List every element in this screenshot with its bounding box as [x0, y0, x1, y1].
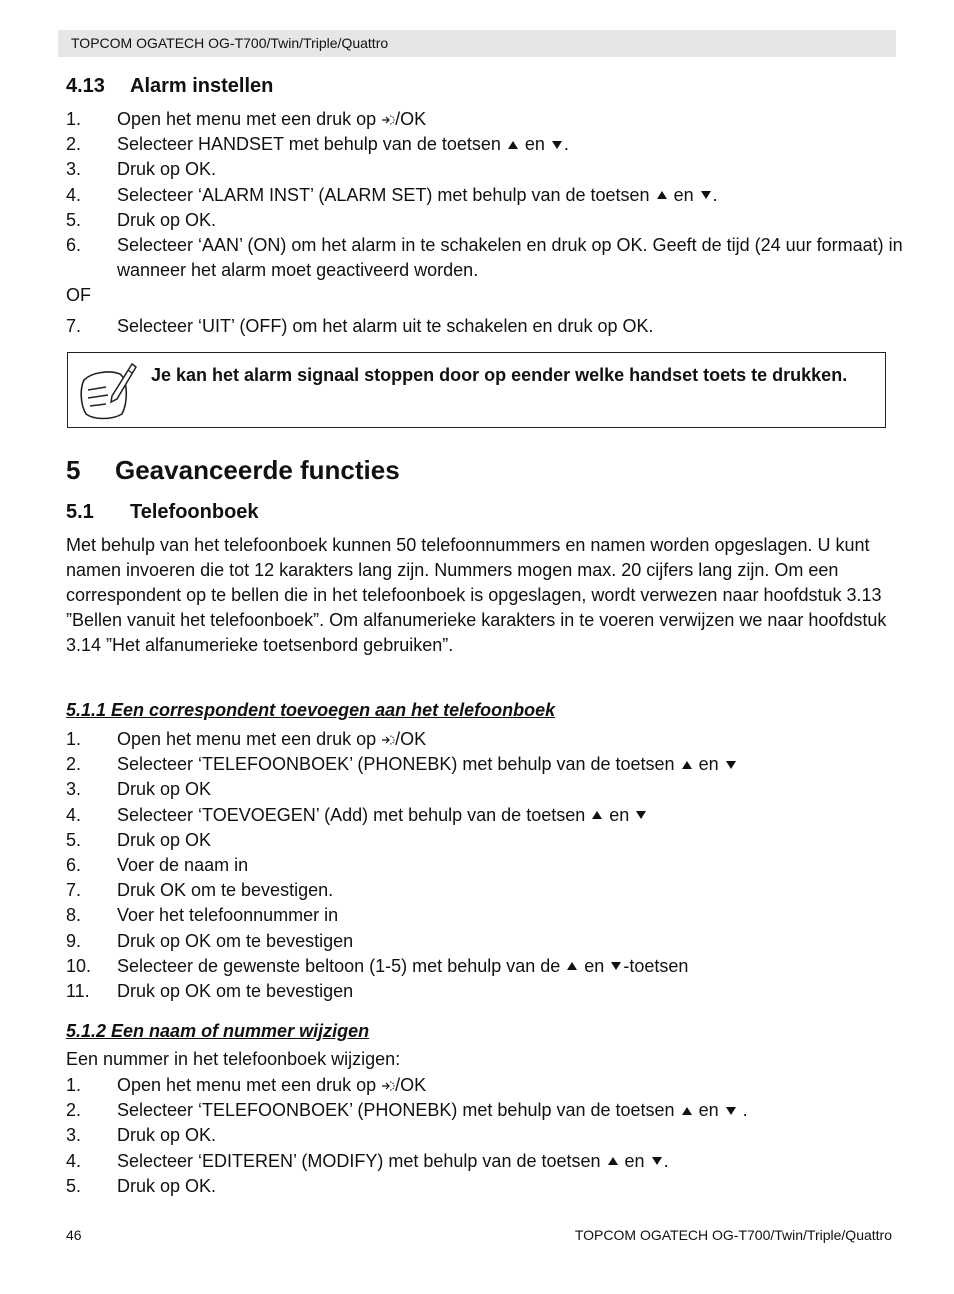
up-arrow-icon	[655, 183, 669, 208]
up-arrow-icon	[680, 1099, 694, 1124]
section-title: Telefoonboek	[130, 501, 259, 523]
item-text: Druk op OK	[117, 829, 212, 850]
item-text: Selecteer de gewenste beltoon (1-5) met behulp van de en -toetsen	[117, 954, 688, 980]
item-number: 4.	[66, 184, 82, 205]
item-number: 5.	[66, 1175, 82, 1196]
item-text: Druk op OK om te bevestigen	[117, 980, 354, 1001]
section-4-13-heading	[66, 75, 273, 98]
item-text: Druk op OK	[117, 779, 212, 800]
item-text: Open het menu met een druk op /OK	[117, 1073, 426, 1099]
item-text: Open het menu met een druk op /OK	[117, 107, 426, 133]
item-number: 8.	[66, 905, 82, 926]
subsection-5-1-1-heading: 5.1.1 Een correspondent toevoegen aan het telefoonboek	[66, 700, 556, 720]
item-text: Druk op OK.	[117, 1175, 217, 1196]
up-arrow-icon	[680, 753, 694, 778]
item-text: OF	[66, 285, 91, 306]
section-title: Alarm instellen	[130, 75, 274, 97]
menu-ok-icon	[381, 728, 395, 753]
down-arrow-icon	[724, 753, 738, 778]
item-text: Voer de naam in	[117, 854, 249, 875]
item-number: 3.	[66, 159, 82, 180]
item-number: 1.	[66, 729, 82, 749]
item-text: Selecteer ‘AAN’ (ON) om het alarm in te schakelen en druk op OK. Geeft de tijd (24 uur formaat) in wanneer het alarm moet geactiveerd worden.	[117, 234, 903, 281]
item-number: 7.	[66, 315, 82, 336]
footer-title: TOPCOM OGATECH OG-T700/Twin/Triple/Quattro	[574, 1227, 892, 1243]
up-arrow-icon	[565, 954, 579, 979]
item-number: 1.	[66, 1075, 82, 1095]
down-arrow-icon	[724, 1099, 738, 1124]
item-text: Voer het telefoonnummer in	[117, 905, 339, 926]
section-number: 4.13	[66, 75, 105, 97]
item-number: 3.	[66, 1125, 82, 1146]
item-number: 11.	[66, 980, 90, 1001]
item-number: 5.	[66, 209, 82, 230]
item-number: 6.	[66, 234, 82, 255]
chapter-5-heading	[66, 455, 400, 486]
item-text: Druk op OK.	[117, 209, 217, 230]
item-number: 4.	[66, 1150, 82, 1171]
item-text: Druk op OK.	[117, 1125, 217, 1146]
item-number: 1.	[66, 109, 82, 129]
section-number: 5.1	[66, 501, 94, 523]
note-pencil-icon	[76, 358, 138, 427]
chapter-title: Geavanceerde functies	[115, 455, 400, 485]
item-text: Open het menu met een druk op /OK	[117, 727, 426, 753]
up-arrow-icon	[506, 133, 520, 158]
down-arrow-icon	[650, 1149, 664, 1174]
item-number: 6.	[66, 854, 82, 875]
note-box	[67, 352, 886, 428]
item-number: 7.	[66, 880, 82, 901]
item-text: Selecteer ‘EDITEREN’ (MODIFY) met behulp van de toetsen en .	[117, 1149, 669, 1175]
item-number: 9.	[66, 930, 82, 951]
subsection-5-1-2-heading: 5.1.2 Een naam of nummer wijzigen	[66, 1021, 370, 1041]
page-number: 46	[66, 1227, 82, 1243]
item-text: Selecteer HANDSET met behulp van de toetsen en .	[117, 132, 569, 158]
item-number: 3.	[66, 779, 82, 800]
item-text: Selecteer ‘ALARM INST’ (ALARM SET) met behulp van de toetsen en .	[117, 183, 718, 209]
item-text: Selecteer ‘TELEFOONBOEK’ (PHONEBK) met behulp van de toetsen en	[117, 752, 738, 778]
item-text: Selecteer ‘UIT’ (OFF) om het alarm uit te schakelen en druk op OK.	[117, 315, 654, 336]
item-number: 2.	[66, 754, 82, 775]
item-number: 2.	[66, 134, 82, 155]
header-title: TOPCOM OGATECH OG-T700/Twin/Triple/Quattro	[71, 35, 389, 51]
section-5-1-heading	[66, 501, 259, 524]
item-text: Selecteer ‘TOEVOEGEN’ (Add) met behulp van de toetsen en	[117, 803, 648, 829]
item-text: Druk op OK om te bevestigen	[117, 930, 354, 951]
menu-ok-icon	[381, 108, 395, 133]
menu-ok-icon	[381, 1074, 395, 1099]
item-number: 10.	[66, 955, 92, 976]
down-arrow-icon	[609, 954, 623, 979]
item-text: Druk op OK.	[117, 159, 217, 180]
item-number: 5.	[66, 829, 82, 850]
up-arrow-icon	[590, 803, 604, 828]
down-arrow-icon	[699, 183, 713, 208]
down-arrow-icon	[550, 133, 564, 158]
item-text: Druk OK om te bevestigen.	[117, 880, 334, 901]
item-text: Selecteer ‘TELEFOONBOEK’ (PHONEBK) met behulp van de toetsen en .	[117, 1098, 748, 1124]
page-header	[58, 30, 896, 57]
item-number: 2.	[66, 1100, 82, 1121]
phonebook-intro-paragraph: Met behulp van het telefoonboek kunnen 50 telefoonnummers en namen worden opgeslagen. U kunt namen invoeren die tot 12 karakters lang zijn. Nummers mogen max. 20 cijfers lang zijn. Om een correspondent op te bellen die in het telefoonboek is opgeslagen, wordt verwezen naar hoofdstuk 3.13 ”Bellen vanuit het telefoonboek”. Om alfanumerieke karakters in te voeren verwijzen we naar hoofdstuk 3.14 ”Het alfanumerieke toetsenbord gebruiken”.	[66, 535, 887, 655]
down-arrow-icon	[634, 803, 648, 828]
note-text: Je kan het alarm signaal stoppen door op eender welke handset toets te drukken.	[151, 365, 848, 385]
item-number: 4.	[66, 804, 82, 825]
modify-intro-text: Een nummer in het telefoonboek wijzigen:	[66, 1049, 401, 1069]
up-arrow-icon	[606, 1149, 620, 1174]
chapter-number: 5	[66, 455, 81, 485]
